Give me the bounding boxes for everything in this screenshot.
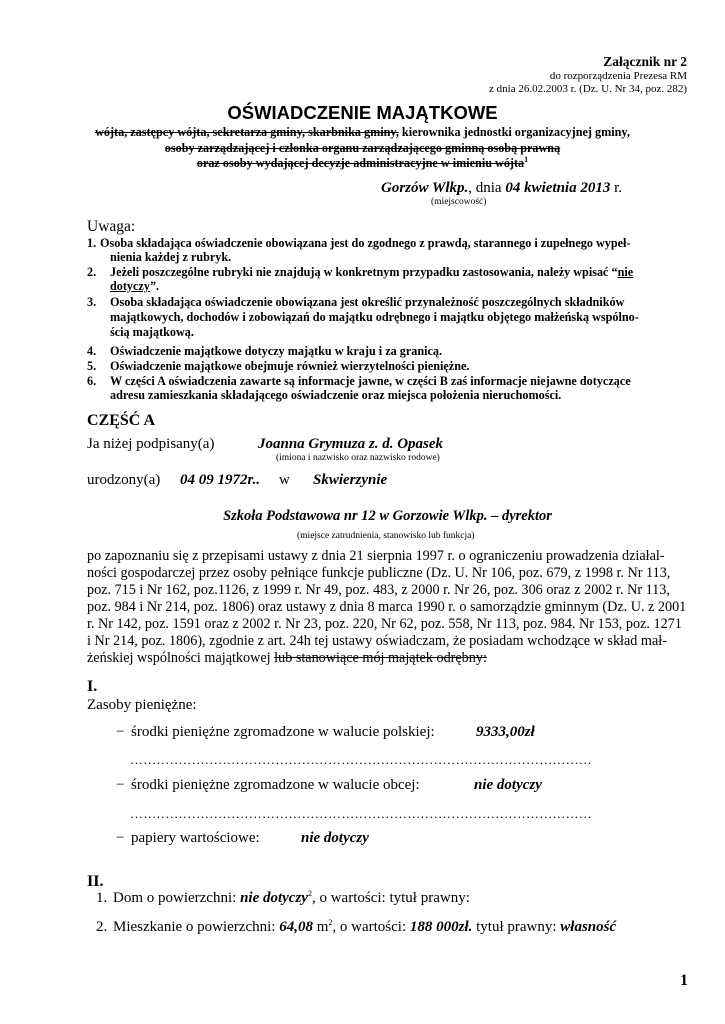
section-1-label: Zasoby pieniężne: [87,697,197,713]
born-label: urodzony(a) [87,472,161,488]
footnote-marker: 1 [524,154,529,164]
subtitle-text: kierownika jednostki organizacyjnej gminy, [398,125,630,139]
note-number: 5. [87,359,97,373]
cash-foreign-row [116,777,124,794]
apartment-label: Mieszkanie o powierzchni: [113,919,280,935]
declaration-text: żeńskiej wspólności majątkowej [87,650,275,666]
house-text [113,890,470,907]
cash-foreign-label: środki pieniężne zgromadzone w walucie obcej: [131,777,420,793]
note-text: Oświadczenie majątkowe obejmuje również wierzytelności pieniężne. [110,359,470,373]
regulation-line-2: z dnia 26.02.2003 r. (Dz. U. Nr 34, poz. 282) [489,83,687,95]
item-number: 2. [96,919,108,935]
subtitle-line-3 [0,156,725,171]
employment-caption: (miejsce zatrudnienia, stanowisko lub funkcja) [297,531,475,541]
note-text: nienia każdej z rubryk. [110,250,232,264]
place: Gorzów Wlkp. [381,180,469,196]
attachment-label: Załącznik nr 2 [603,54,687,69]
declaration-line: ności gospodarczej przez osoby pełniące funkcje publiczne (Dz. U. Nr 106, poz. 679, z 1998 r. Nr 113, [87,565,671,581]
section-1-heading: I. [87,678,98,695]
house-label: Dom o powierzchni: [113,890,241,906]
in-label: w [279,472,290,488]
value-label: , o wartości: [332,919,410,935]
date-prefix: , dnia [468,180,506,196]
place-date [381,180,622,197]
note-text [110,265,633,279]
dotted-line: …………………………………………………………………………………………… [130,752,592,767]
cash-pln-row [116,724,124,741]
dotted-line: …………………………………………………………………………………………… [130,806,592,821]
note-text-part: ”. [149,279,160,293]
note-item-3 [87,295,697,340]
securities-value: nie dotyczy [301,830,369,846]
date: 04 kwietnia 2013 [505,180,611,196]
house-title-label: , o wartości: tytuł prawny: [311,890,470,906]
declaration-line [87,650,684,667]
signed-label: Ja niżej podpisany(a) [87,436,215,452]
dash: − [116,724,125,740]
section-2-heading: II. [87,873,104,890]
note-text: adresu zamieszkania składającego oświadczenie oraz miejsca położenia nieruchomości. [110,388,562,402]
note-text: ścią majątkową. [110,325,194,339]
name-caption: (imiona i nazwisko oraz nazwisko rodowe) [276,453,440,463]
birth-date: 04 09 1972r.. [180,472,261,488]
birth-place: Skwierzynie [313,472,388,488]
dash: − [116,830,125,846]
apartment-text [113,919,616,936]
page-number: 1 [680,972,688,989]
note-text: Osoba składająca oświadczenie obowiązana jest określić przynależność poszczególnych składników [110,295,625,309]
declaration-line: poz. 984 i Nr 214, poz. 1806) oraz ustawy z dnia 8 marca 1990 r. o samorządzie gminnym (Dz. U. z 2001 [87,599,687,615]
cash-foreign-value: nie dotyczy [474,777,542,793]
note-number: 4. [87,344,97,358]
area-unit-sup: 2 [328,918,333,927]
note-text [110,279,159,293]
note-item-6 [87,374,697,404]
declaration-paragraph [87,548,687,667]
date-suffix: r. [610,180,623,196]
note-number: 1. [87,236,97,250]
dash: − [116,777,125,793]
area-unit: m [312,919,329,935]
declaration-line: po zapoznaniu się z przepisami ustawy z dnia 21 sierpnia 1997 r. o ograniczeniu prowadzenia działal- [87,548,665,564]
cash-pln-value: 9333,00zł [476,724,535,740]
apartment-value: 188 000zł. [409,919,473,935]
employment: Szkoła Podstawowa nr 12 w Gorzowie Wlkp. – dyrektor [223,508,552,524]
note-text: majątkowych, dochodów i zobowiązań do majątku odrębnego i majątku objętego małżeńską wspólno- [110,310,639,324]
note-text: Oświadczenie majątkowe dotyczy majątku w kraju i za granicą. [110,344,443,358]
subtitle-line-2: osoby zarządzającej i członka organu zarządzającego gminną osobą prawną [164,141,561,155]
subtitle-struck-text-3: oraz osoby wydającej decyzje administracyjne w imieniu wójta [196,156,525,170]
declarant-name: Joanna Grymuza z. d. Opasek [258,436,444,452]
note-text: Osoba składająca oświadczenie obowiązana jest do zgodnego z prawdą, starannego i zupełnego wypeł- [100,236,631,250]
note-underlined: dotyczy [110,279,150,293]
subtitle-line-1 [0,125,725,140]
declaration-line: poz. 715 i Nr 162, poz.1126, z 1999 r. Nr 49, poz. 483, z 2000 r. Nr 26, poz. 306 oraz z 2002 r. Nr 113, [87,582,670,598]
securities-row [116,830,124,847]
title-label: tytuł prawny: [472,919,561,935]
declaration-line: i Nr 214, poz. 1806), zgodnie z art. 24h tej ustawy oświadczam, że posiadam wchodzące w skład mał- [87,633,667,649]
note-underlined: nie [617,265,634,279]
securities-label: papiery wartościowe: [131,830,260,846]
note-text-part: Jeżeli poszczególne rubryki nie znajdują w konkretnym przypadku zastosowania, należy wpisać “ [110,265,618,279]
house-row [96,890,107,907]
house-area: nie dotyczy [240,890,308,906]
declaration-struck-text: lub stanowiące mój majątek odrębny: [274,650,487,666]
note-item-1 [87,236,697,266]
part-a-heading: CZĘŚĆ A [87,412,156,429]
note-text: W części A oświadczenia zawarte są informacje jawne, w części B zaś informacje niejawne dotyczące [110,374,631,388]
note-number: 2. [87,265,97,279]
footnote-marker: 2 [307,889,312,898]
subtitle-struck-text: wójta, zastępcy wójta, sekretarza gminy, skarbnika gminy, [95,125,399,139]
note-item-2 [87,265,697,295]
notes-heading: Uwaga: [87,218,136,235]
note-number: 3. [87,295,97,309]
cash-pln-label: środki pieniężne zgromadzone w walucie polskiej: [131,724,435,740]
document-title: OŚWIADCZENIE MAJĄTKOWE [227,102,498,123]
apartment-row [96,919,107,936]
regulation-line-1: do rozporządzenia Prezesa RM [549,70,687,82]
place-caption: (miejscowość) [431,197,487,207]
apartment-title: własność [560,919,617,935]
declaration-line: r. Nr 142, poz. 1591 oraz z 2002 r. Nr 23, poz. 220, Nr 62, poz. 558, Nr 113, poz. 984. Nr 153, poz. 1271 [87,616,682,632]
apartment-area: 64,08 [279,919,313,935]
item-number: 1. [96,890,108,906]
note-number: 6. [87,374,97,388]
